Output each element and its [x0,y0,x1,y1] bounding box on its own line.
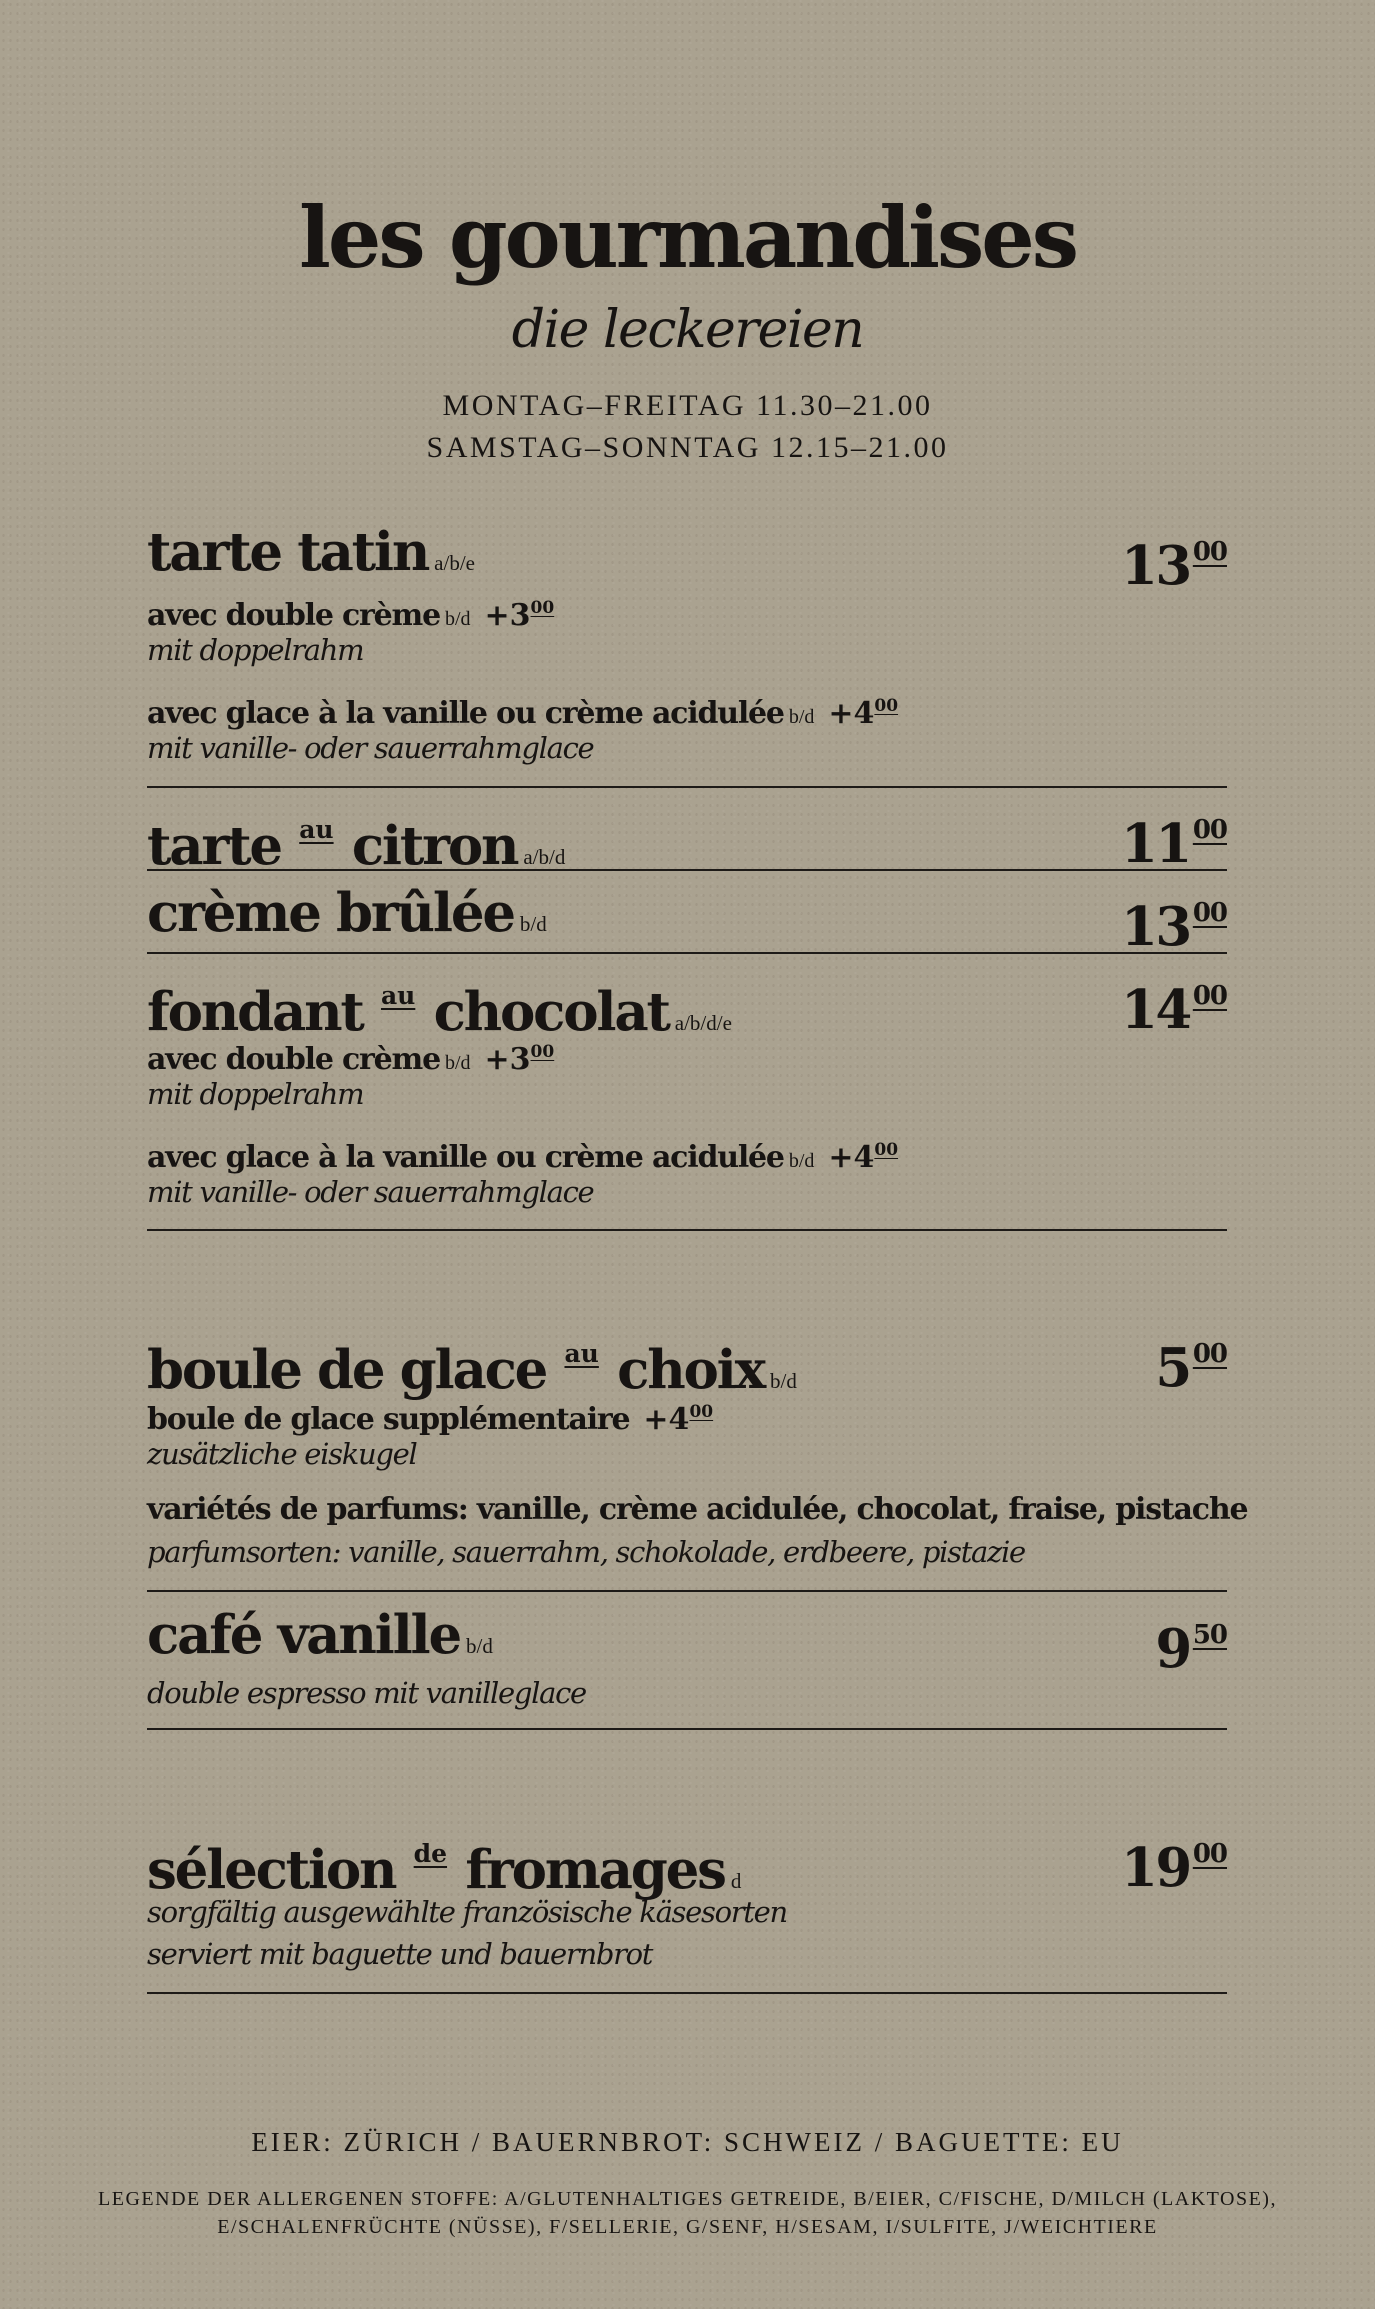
item-name-part: choix [617,1339,765,1401]
option-surcharge [485,1042,555,1077]
origin-note: EIER: ZÜRICH / BAUERNBROT: SCHWEIZ / BAGUETTE: EU [251,2127,1124,2157]
option-label: avec glace à la vanille ou crème acidulée [147,1140,784,1175]
item-name [147,520,475,595]
option-label: avec double crème [147,1042,440,1077]
price-cents: 50 [1192,1620,1227,1650]
price-cents: 00 [1192,815,1227,845]
allergen-legend: LEGENDE DER ALLERGENEN STOFFE: A/GLUTENHALTIGES GETREIDE, B/EIER, C/FISCHE, D/MILCH (LAKTOSE), [98,2188,1277,2210]
allergen-codes: d [730,1869,742,1893]
item-description: sorgfältig ausgewählte französische käsesorten [147,1895,787,1929]
menu-content [147,0,1248,2309]
price-main: 13 [1121,896,1190,958]
divider [147,869,1227,871]
item-price [1155,1322,1227,1400]
allergen-codes: b/d [519,912,547,936]
allergen-codes: b/d [788,706,815,728]
price-main: 5 [1155,1337,1190,1399]
surcharge-main: +3 [484,598,531,633]
item-name-text: crème brûlée [147,882,514,944]
option-de: mit vanille- oder sauerrahmglace [147,731,594,765]
price-cents: 00 [1192,1339,1227,1369]
item-price [1155,1603,1227,1681]
allergen-legend: E/SCHALENFRÜCHTE (NÜSSE), F/SELLERIE, G/SENF, H/SESAM, I/SULFITE, J/WEICHTIERE [217,2216,1158,2238]
item-name [147,1603,493,1678]
page-subtitle: die leckereien [511,300,864,360]
item-name-sup: au [380,981,416,1010]
option-de: mit vanille- oder sauerrahmglace [147,1175,594,1209]
item-name-text: tarte tatin [147,521,429,583]
price-cents: 00 [1192,1839,1227,1869]
item-name-part: fromages [465,1839,725,1901]
item-price [1121,520,1227,598]
price-cents: 00 [1192,898,1227,928]
item-name-part: boule de glace [147,1339,547,1401]
item-name-sup: de [413,1839,448,1868]
option-de: zusätzliche eiskugel [147,1437,417,1471]
surcharge-main: +3 [484,1042,531,1077]
page-title: les gourmandises [298,188,1077,287]
divider [147,786,1227,788]
option-surcharge [828,1140,898,1175]
surcharge-cents: 00 [689,1402,714,1422]
item-name-part: tarte [147,815,281,877]
option-surcharge [485,598,555,633]
price-main: 9 [1155,1618,1190,1680]
item-name-sup: au [299,815,334,844]
option-label: avec glace à la vanille ou crème acidulée [147,696,784,731]
flavors-fr: variétés de parfums: vanille, crème acidulée, chocolat, fraise, pistache [147,1492,1248,1527]
surcharge-cents: 00 [530,598,555,618]
item-description: serviert mit baguette und bauernbrot [147,1937,653,1971]
item-price [1121,881,1227,959]
item-price [1121,964,1227,1042]
allergen-codes: a/b/e [434,551,475,575]
divider [147,1590,1227,1592]
surcharge-main: +4 [828,1140,875,1175]
surcharge-main: +4 [643,1402,690,1437]
option-de: mit doppelrahm [147,633,364,667]
item-name-text: café vanille [147,1604,460,1666]
option-de: mit doppelrahm [147,1077,364,1111]
allergen-codes: b/d [788,1150,815,1172]
item-name-part: chocolat [433,981,669,1043]
allergen-codes: b/d [770,1369,797,1393]
price-main: 19 [1121,1837,1190,1899]
item-name [147,881,547,956]
surcharge-cents: 00 [530,1042,555,1062]
hours-weekday: MONTAG–FREITAG 11.30–21.00 [442,389,933,422]
item-name [147,798,565,889]
item-price [1121,798,1227,876]
item-name-part: citron [351,815,518,877]
hours-weekend: SAMSTAG–SONNTAG 12.15–21.00 [426,431,949,464]
allergen-codes: a/b/d [523,845,566,869]
item-price [1121,1822,1227,1900]
option-label: boule de glace supplémentaire [147,1402,630,1437]
option-fr [147,1392,713,1440]
item-name-part: sélection [147,1839,396,1901]
option-surcharge [828,696,898,731]
price-cents: 00 [1192,981,1227,1011]
allergen-codes: b/d [444,1052,471,1074]
option-surcharge [643,1402,713,1437]
option-label: avec double crème [147,598,440,633]
price-main: 14 [1121,979,1190,1041]
price-main: 13 [1121,535,1190,597]
price-main: 11 [1121,813,1190,875]
item-name-part: fondant [147,981,363,1043]
allergen-codes: b/d [444,608,471,630]
divider [147,1229,1227,1231]
divider [147,952,1227,954]
allergen-codes: a/b/d/e [674,1011,732,1035]
surcharge-main: +4 [828,696,875,731]
surcharge-cents: 00 [874,1140,899,1160]
divider [147,1992,1227,1994]
item-description: double espresso mit vanilleglace [147,1676,586,1710]
price-cents: 00 [1192,537,1227,567]
flavors-de: parfumsorten: vanille, sauerrahm, schokolade, erdbeere, pistazie [147,1535,1025,1569]
divider [147,1728,1227,1730]
surcharge-cents: 00 [874,696,899,716]
item-name-sup: au [564,1339,599,1368]
allergen-codes: b/d [465,1634,493,1658]
